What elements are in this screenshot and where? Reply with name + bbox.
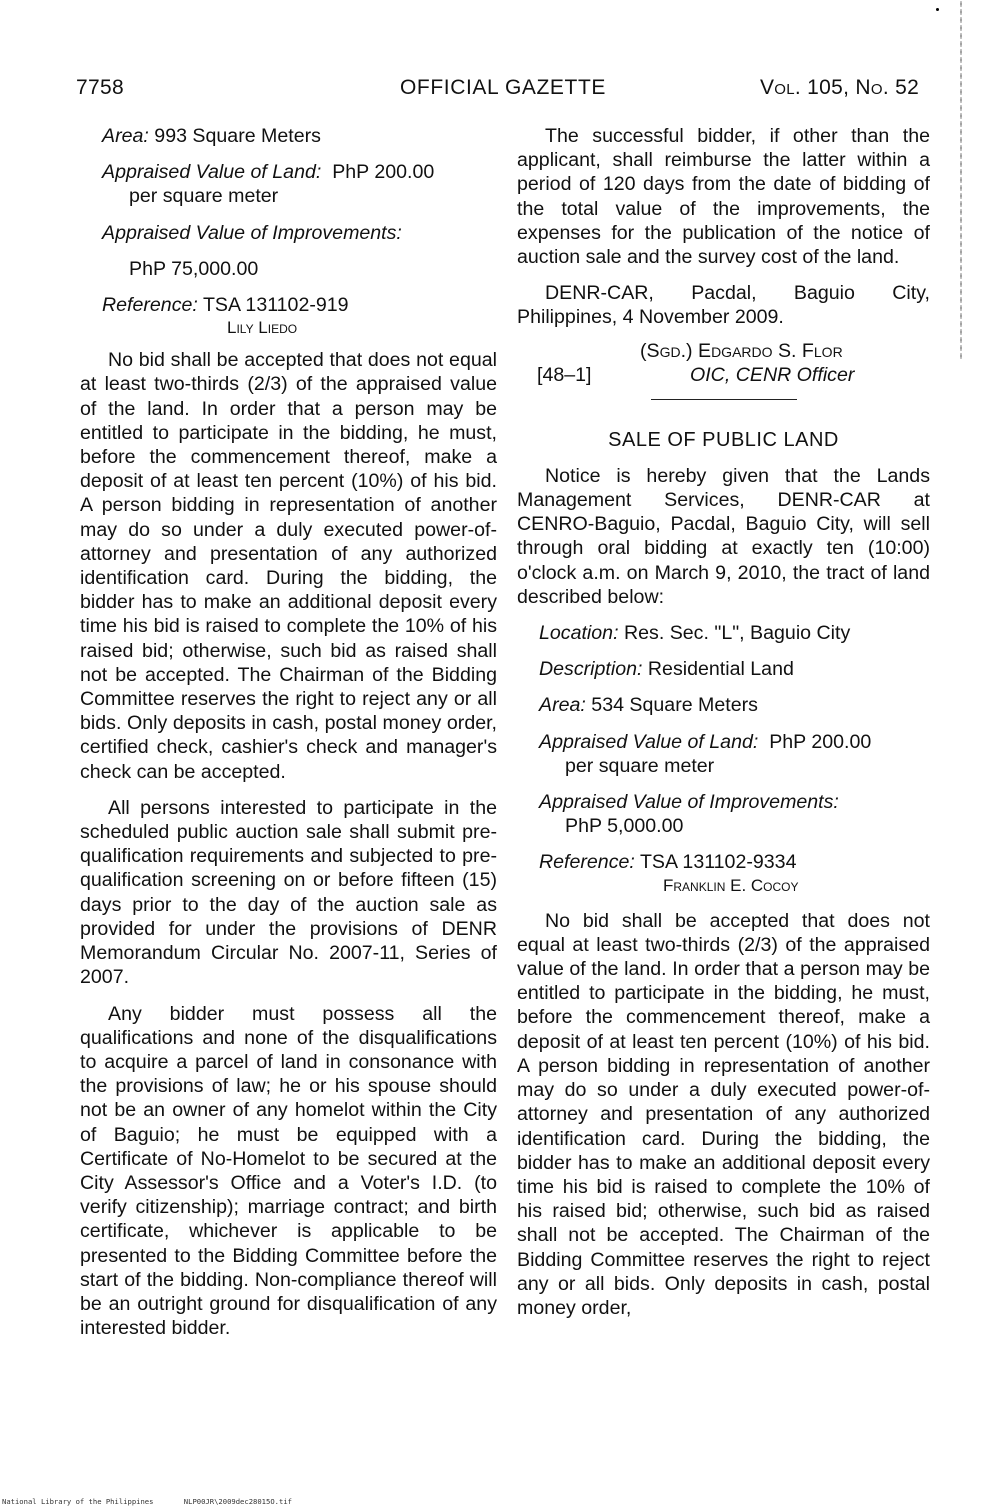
scan-edge-dots (960, 0, 962, 360)
reference-name-right: Franklin E. Cocoy (663, 875, 799, 895)
reference-line-right (517, 850, 930, 896)
signature-block (517, 339, 930, 387)
area-line-right (517, 693, 930, 717)
land-value-line (80, 160, 497, 208)
improvements-value-right: PhP 5,000.00 (565, 815, 684, 838)
scan-footer (2, 1497, 318, 1506)
signatory-name: (Sgd.) Edgardo S. Flor (640, 339, 843, 362)
publication-title: OFFICIAL GAZETTE (400, 76, 607, 99)
land-value-value-right: PhP 200.00 (769, 730, 872, 753)
land-value-value: PhP 200.00 (332, 161, 435, 184)
signatory-title: OIC, CENR Officer (690, 363, 855, 386)
file-name: NLP00JR\2009dec28015O.tif (183, 1497, 292, 1506)
reference-value: TSA 131102-919 (202, 294, 349, 317)
land-value-unit-right: per square meter (565, 754, 715, 777)
area-line (80, 124, 497, 148)
location-label: Location: (539, 622, 619, 645)
land-value-line-right (517, 730, 930, 778)
land-value-label-right: Appraised Value of Land: (539, 730, 759, 753)
description-label: Description: (539, 658, 643, 681)
section-heading: SALE OF PUBLIC LAND (608, 428, 839, 451)
reference-name: Lily Liedo (227, 318, 298, 338)
reference-label-right: Reference: (539, 851, 635, 874)
place-date: DENR-CAR, Pacdal, Baguio City, Philippines, 4 November 2009. (517, 282, 930, 329)
improvements-value: PhP 75,000.00 (129, 257, 259, 280)
library-name: National Library of the Philippines (2, 1497, 154, 1506)
notice-paragraph: Notice is hereby given that the Lands Management Services, DENR-CAR at CENRO-Baguio, Pacdal, Baguio City, will sell through oral bidding at exactly ten (10:00) o'clock a.m. on March 9, 2010, the tract of land described below: (517, 464, 930, 608)
area-label-right: Area: (539, 694, 586, 717)
qualifications-paragraph: Any bidder must possess all the qualifications and none of the disqualifications to acquire a parcel of land in consonance with the provisions of law; he or his spouse should not be an owner of any homelot within the City of Baguio; he must be equipped with a Certificate of No-Homelot to be secured at the City Assessor's Office and a Voter's I.D. (to verify citizenship); marriage contract; and birth certificate, whichever is applicable to be presented to the Bidding Committee before the start of the bidding. Non-compliance thereof will be an outright ground for disqualification of any interested bidder. (80, 1002, 497, 1340)
improvements-label-right: Appraised Value of Improvements: (539, 791, 839, 814)
bid-rules-paragraph: No bid shall be accepted that does not equal at least two-thirds (2/3) of the appraised value of the land. In order that a person may be entitled to participate in the bidding, he must, before the commencement thereof, make a deposit of at least ten percent (10%) of his bid. A person bidding in representation of another may do so under a duly executed power-of-attorney and presentation of any authorized identification card. During the bidding, the bidder has to make an additional deposit every time his bid is raised to complete the 10% of his raised bid; otherwise, such bid as raised shall not be accepted. The Chairman of the Bidding Committee reserves the right to reject any or all bids. Only deposits in cash, postal money order, certified check, cashier's check and manager's check can be accepted. (80, 349, 497, 783)
right-column (517, 124, 930, 1320)
reference-value-right: TSA 131102-9334 (639, 851, 797, 874)
location-line (517, 621, 930, 645)
improvements-label: Appraised Value of Improvements: (102, 221, 402, 244)
bid-rules-paragraph-right: No bid shall be accepted that does not equal at least two-thirds (2/3) of the appraised value of the land. In order that a person may be entitled to participate in the bidding, he must, before the commencement thereof, make a deposit of at least ten percent (10%) of his bid. A person bidding in representation of another may do so under a duly executed power-of-attorney and presentation of any authorized identification card. During the bidding, the bidder has to make an additional deposit every time his bid is raised to complete the 10% of his raised bid; otherwise, such bid as raised shall not be accepted. The Chairman of the Bidding Committee reserves the right to reject any or all bids. Only deposits in cash, postal money order, (517, 909, 930, 1319)
left-column (80, 124, 497, 1340)
land-value-unit: per square meter (129, 185, 279, 208)
scan-speck (936, 8, 939, 11)
page-number: 7758 (76, 76, 124, 99)
improvements-line-right (517, 790, 930, 838)
area-label: Area: (102, 125, 149, 147)
reference-label: Reference: (102, 294, 198, 317)
reference-line (80, 293, 497, 339)
area-value-right: 534 Square Meters (591, 694, 758, 717)
area-value: 993 Square Meters (154, 125, 321, 147)
land-value-label: Appraised Value of Land: (102, 161, 322, 184)
volume-number: Vol. 105, No. 52 (760, 76, 920, 99)
reimburse-paragraph: The successful bidder, if other than the applicant, shall reimburse the latter within a period of 120 days from the date of bidding of the total value of the improvements, the expenses for the publication of the notice of auction sale and the survey cost of the land. (517, 125, 930, 269)
prequalification-paragraph: All persons interested to participate in the scheduled public auction sale shall submit pre-qualification requirements and subjected to pre-qualification screening on or before fifteen (15) days prior to the day of the auction sale as provided for under the provisions of DENR Memorandum Circular No. 2007-11, Series of 2007. (80, 796, 497, 989)
description-value: Residential Land (647, 658, 794, 681)
description-line (517, 657, 930, 681)
notice-code: [48–1] (537, 363, 592, 386)
location-value: Res. Sec. "L", Baguio City (623, 622, 851, 645)
improvements-line (80, 221, 497, 245)
